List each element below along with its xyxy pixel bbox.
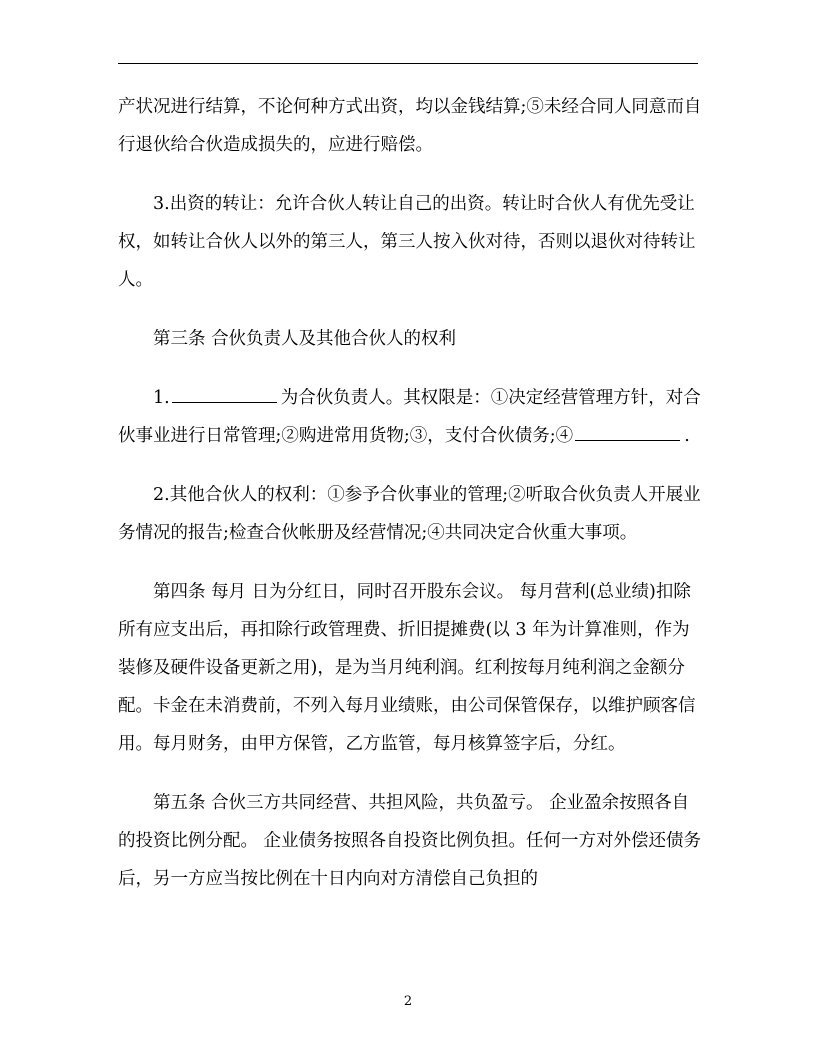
paragraph-text: 1. <box>153 388 170 408</box>
paragraph-settlement <box>118 88 702 164</box>
heading-text: 第三条 合伙负责人及其他合伙人的权利 <box>153 329 457 349</box>
paragraph-text: 3.出资的转让：允许合伙人转让自己的出资。转让时合伙人有优先受让权，如转让合伙人以外的第三人，第三人按入伙对待，否则以退伙对待转让人。 <box>118 194 696 290</box>
paragraph-text: . <box>684 426 690 446</box>
article-3-heading <box>118 320 702 358</box>
paragraph-capital-transfer <box>118 185 702 299</box>
document-body <box>118 88 702 919</box>
paragraph-text: 第四条 每月 日为分红日，同时召开股东会议。 每月营利(总业绩)扣除所有应支出后，再扣除行政管理费、折旧提摊费(以 3 年为计算准则，作为装修及硬件设备更新之用)，是为当月纯利润。红利按每月纯利润之金额分配。卡金在未消费前，不列入每月业绩账，由公司保管保存，以维护顾客信用。每月财务，由甲方保管，乙方监管，每月核算签字后，分红。 <box>118 582 696 754</box>
paragraph-text: 2.其他合伙人的权利：①参予合伙事业的管理;②听取合伙负责人开展业务情况的报告;检查合伙帐册及经营情况;④共同决定合伙重大事项。 <box>118 485 701 543</box>
page-number: 2 <box>403 994 413 1009</box>
blank-line-partner-name <box>172 385 277 403</box>
header-rule <box>118 63 698 64</box>
article-5-risk-sharing <box>118 784 702 898</box>
paragraph-other-partner-rights <box>118 476 702 552</box>
paragraph-text: 为合伙负责人。其权限是：①决定经营管理方针，对合伙事业进行日常管理;②购进常用货物;③，支付合伙债务;④ <box>118 388 701 446</box>
paragraph-text: 第五条 合伙三方共同经营、共担风险，共负盈亏。 企业盈余按照各自的投资比例分配。 企业债务按照各自投资比例负担。任何一方对外偿还债务后，另一方应当按比例在十日内向对方清偿自己负担的 <box>118 793 702 889</box>
blank-line-authority-4 <box>575 423 680 441</box>
article-4-dividends <box>118 573 702 763</box>
paragraph-responsible-partner <box>118 379 702 455</box>
paragraph-text: 产状况进行结算，不论何种方式出资，均以金钱结算;⑤未经合同人同意而自行退伙给合伙造成损失的，应进行赔偿。 <box>118 97 702 155</box>
